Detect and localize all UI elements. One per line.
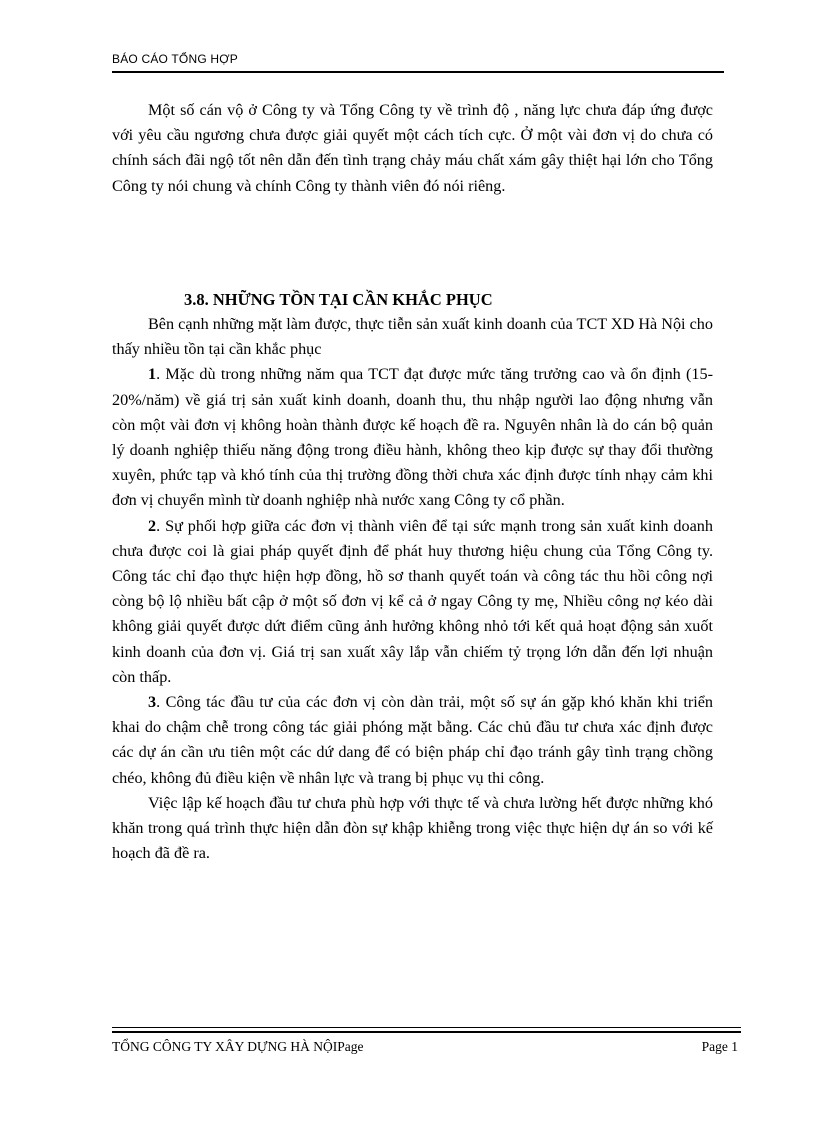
list-item-2	[112, 514, 713, 690]
list-item-1	[112, 362, 713, 513]
closing-paragraph: Việc lập kế hoạch đầu tư chưa phù hợp với thực tế và chưa lường hết được những khó khăn trong quá trình thực hiện dẫn đòn sự khập khiễng trong việc thực hiện dự án so với kế hoạch đã đề ra.	[112, 793, 713, 863]
section-intro: Bên cạnh những mặt làm được, thực tiễn sản xuất kinh doanh của TCT XD Hà Nội cho thấy nhiều tồn tại cần khắc phục	[112, 315, 713, 359]
item-text: . Mặc dù trong những năm qua TCT đạt được mức tăng trưởng cao và ổn định (15-20%/năm) về giá trị sản xuất kinh doanh, doanh thu, thu nhập người lao động nhưng vẫn còn một vài đơn vị không hoàn thành được kế hoạch đề ra. Nguyên nhân là do cán bộ quản lý doanh nghiệp thiếu năng động trong điều hành, không theo kịp được sự thay đổi thường xuyên, phức tạp và khó tính của thị trường đồng thời chưa xác định được tính nhạy cảm khi đơn vị chuyển mình từ doanh nghiệp nhà nước xang Công ty cổ phần.	[112, 365, 713, 510]
item-number: 2	[148, 516, 157, 535]
item-number: 1	[148, 365, 157, 384]
list-item-3	[112, 690, 713, 791]
item-text: . Công tác đầu tư của các đơn vị còn dàn trải, một số sự án gặp khó khăn khi triển khai do chậm chễ trong công tác giải phóng mặt bằng. Các chủ đầu tư chưa xác định được các dự án cần ưu tiên một các dứ dang để có biện pháp chỉ đạo tránh gây tình trạng chồng chéo, không đủ điều kiện về nhân lực và trang bị phục vụ thi công.	[112, 693, 713, 787]
item-number: 3	[148, 693, 157, 712]
footer-rule-thick	[112, 1031, 741, 1033]
header-rule	[112, 71, 724, 73]
section-heading: 3.8. NHỮNG TỒN TẠI CẦN KHẮC PHỤC	[184, 289, 493, 309]
section-spacer	[112, 199, 713, 287]
footer-company: TỔNG CÔNG TY XÂY DỰNG HÀ NỘIPage	[112, 1039, 364, 1054]
document-body	[112, 98, 713, 866]
footer-rule-thin	[112, 1027, 741, 1028]
footer-page-number: Page 1	[701, 1039, 738, 1054]
page-header: BÁO CÁO TỔNG HỢP	[112, 52, 238, 66]
item-text: . Sự phối hợp giữa các đơn vị thành viên để tại sức mạnh trong sản xuất kinh doanh chưa được coi là giai pháp quyết định để phát huy thương hiệu chung của Tổng Công ty. Công tác chỉ đạo thực hiện hợp đồng, hồ sơ thanh quyết toán và công tác thu hồi công nợi còng bộ lộ nhiều bất cập ở một số đơn vị kể cả ở ngay Công ty mẹ, Nhiều công nợ kéo dài không giải quyết được dứt điểm cũng ảnh hưởng không nhỏ tới kết quả hoạt động sản xuốt kinh doanh của đơn vị. Giá trị san xuất xây lắp vẫn chiếm tỷ trọng lớn dẫn đến lợi nhuận còn thấp.	[112, 516, 713, 686]
intro-paragraph: Một số cán vộ ở Công ty và Tổng Công ty về trình độ , năng lực chưa đáp ứng được với yêu cầu ngương chưa được giải quyết một cách tích cực. Ở một vài đơn vị do chưa có chính sách đãi ngộ tốt nên dẫn đến tình trạng chảy máu chất xám gây thiệt hại lớn cho Tổng Công ty nói chung và chính Công ty thành viên đó nói riêng.	[112, 101, 713, 195]
